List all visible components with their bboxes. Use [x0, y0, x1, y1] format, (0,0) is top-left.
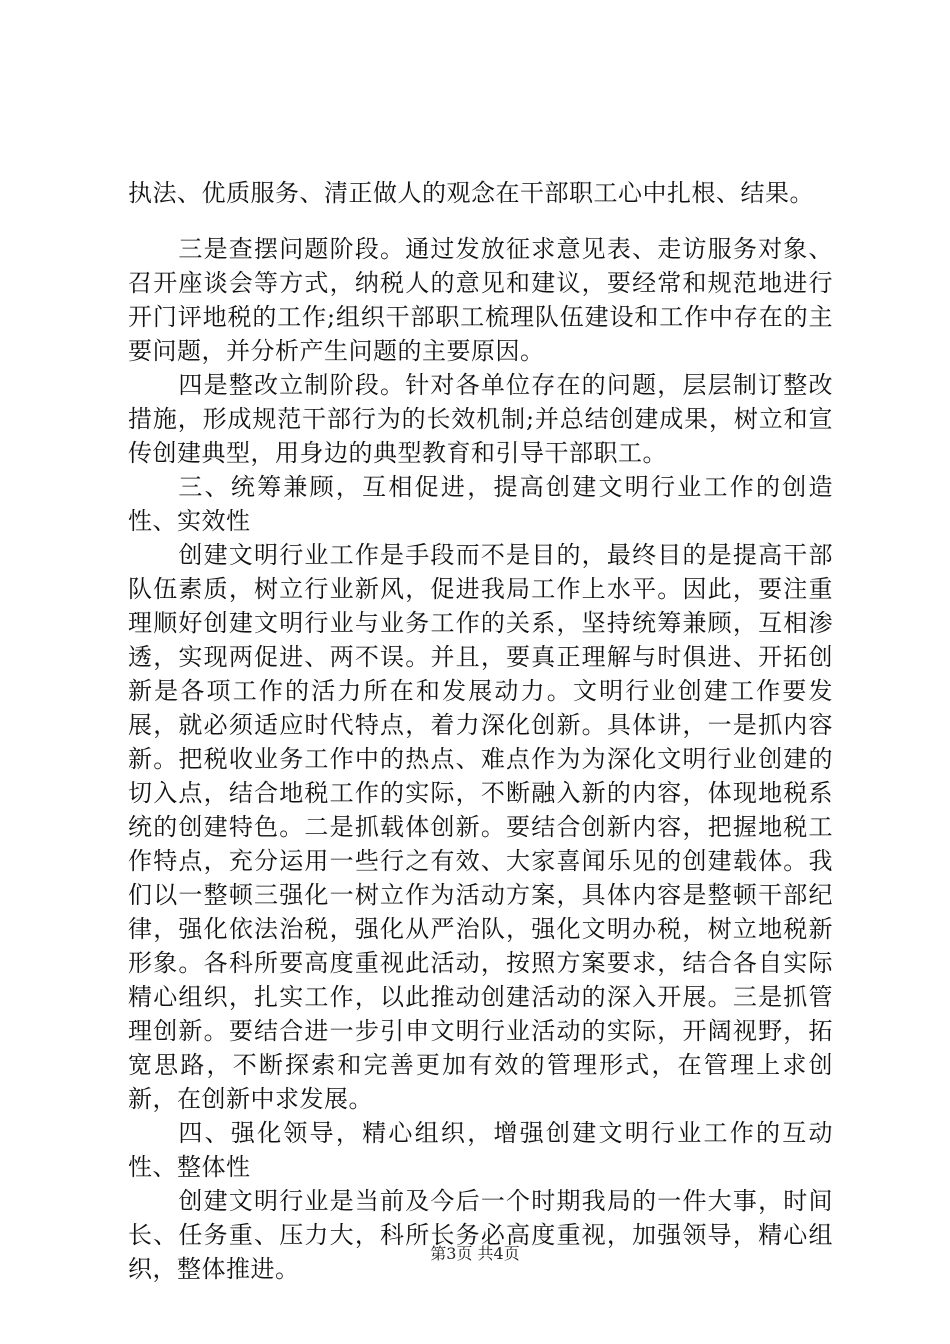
paragraph-gap: [128, 210, 833, 232]
page-number-footer: 第3页 共4页: [430, 1244, 520, 1263]
section-heading-3: 三、统筹兼顾，互相促进，提高创建文明行业工作的创造性、实效性: [128, 473, 833, 535]
paragraph-5: 创建文明行业工作是手段而不是目的，最终目的是提高干部队伍素质，树立行业新风，促进我局工作上水平。因此，要注重理顺好创建文明行业与业务工作的关系，坚持统筹兼顾，互相渗透，实现两促进、两不误。并且，要真正理解与时俱进、开拓创新是各项工作的活力所在和发展动力。文明行业创建工作要发展，就必须适应时代特点，着力深化创新。具体讲，一是抓内容新。把税收业务工作中的热点、难点作为为深化文明行业创建的切入点，结合地税工作的实际，不断融入新的内容，体现地税系统的创建特色。二是抓载体创新。要结合创新内容，把握地税工作特点，充分运用一些行之有效、大家喜闻乐见的创建载体。我们以一整顿三强化一树立作为活动方案，具体内容是整顿干部纪律，强化依法治税，强化从严治队，强化文明办税，树立地税新形象。各科所要高度重视此活动，按照方案要求，结合各自实际精心组织，扎实工作，以此推动创建活动的深入开展。三是抓管理创新。要结合进一步引申文明行业活动的实际，开阔视野，拓宽思路，不断探索和完善更加有效的管理形式，在管理上求创新，在创新中求发展。: [128, 541, 833, 1113]
section-heading-4: 四、强化领导，精心组织，增强创建文明行业工作的互动性、整体性: [128, 1119, 833, 1181]
paragraph-7: 创建文明行业是当前及今后一个时期我局的一件大事，时间长、任务重、压力大，科所长务必高度重视，加强领导，精心组织，整体推进。: [128, 1187, 833, 1283]
paragraph-2: 三是查摆问题阶段。通过发放征求意见表、走访服务对象、召开座谈会等方式，纳税人的意见和建议，要经常和规范地进行开门评地税的工作;组织干部职工梳理队伍建设和工作中存在的主要问题，并分析产生问题的主要原因。: [128, 235, 833, 365]
paragraph-3: 四是整改立制阶段。针对各单位存在的问题，层层制订整改措施，形成规范干部行为的长效机制;并总结创建成果，树立和宣传创建典型，用身边的典型教育和引导干部职工。: [128, 371, 833, 467]
document-body: [128, 176, 833, 1286]
paragraph-1: 执法、优质服务、清正做人的观念在干部职工心中扎根、结果。: [128, 179, 814, 207]
